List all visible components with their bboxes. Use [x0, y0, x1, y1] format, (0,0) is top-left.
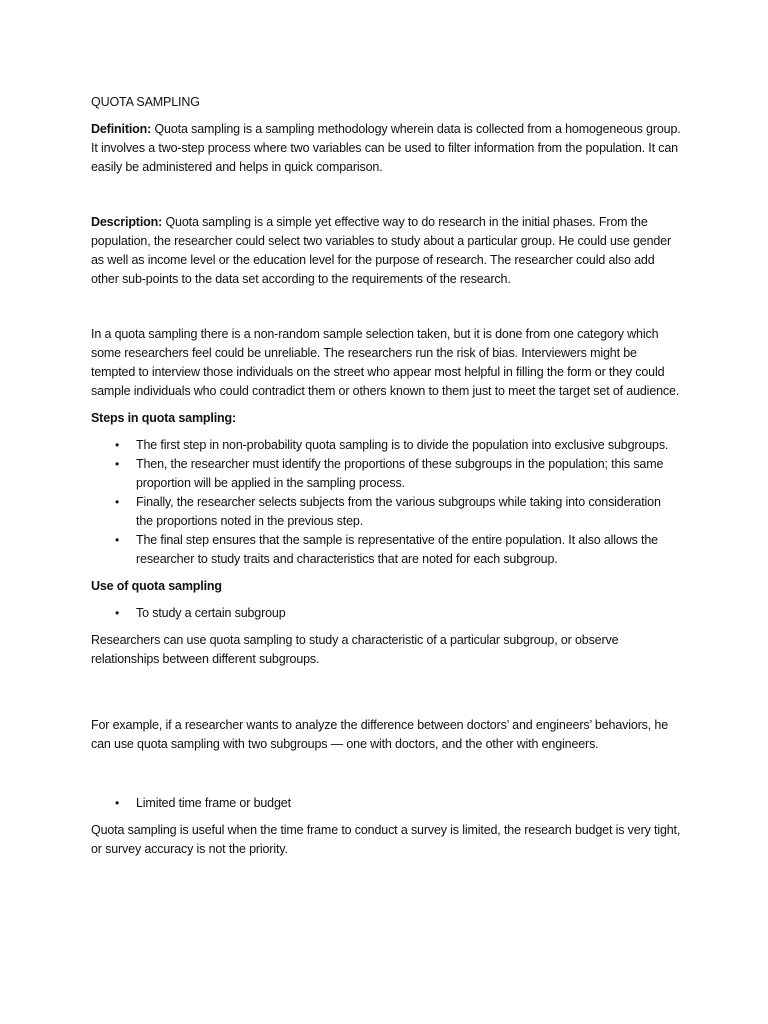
steps-heading: Steps in quota sampling:: [91, 411, 237, 425]
bullet-icon: •: [115, 457, 120, 471]
document-body: [91, 93, 681, 859]
use-paragraph-1: Researchers can use quota sampling to study a characteristic of a particular subgroup, or observe relationships between different subgroups.: [91, 633, 619, 666]
steps-list: [91, 436, 681, 569]
example-paragraph: For example, if a researcher wants to analyze the difference between doctors’ and engineers’ behaviors, he can use quota sampling with two subgroups — one with doctors, and the other with engineers.: [91, 718, 669, 751]
use-paragraph-2: Quota sampling is useful when the time frame to conduct a survey is limited, the research budget is very tight, or survey accuracy is not the priority.: [91, 823, 681, 856]
description-label: Description:: [91, 215, 163, 229]
list-item-text: To study a certain subgroup: [136, 606, 286, 620]
description-text: Quota sampling is a simple yet effective way to do research in the initial phases. From the population, the researcher could select two variables to study about a particular group. He could use gender as well as income level or the education level for the purpose of research. The researcher could also add other sub-points to the data set according to the requirements of the research.: [91, 215, 671, 286]
use-list-1: [91, 604, 681, 623]
definition-paragraph: [91, 120, 681, 177]
list-item-text: Finally, the researcher selects subjects from the various subgroups while taking into consideration the proportions noted in the previous step.: [136, 495, 661, 528]
definition-text: Quota sampling is a sampling methodology wherein data is collected from a homogeneous group. It involves a two-step process where two variables can be used to filter information from the population. It can easily be administered and helps in quick comparison.: [91, 122, 681, 174]
use-list-2: [91, 794, 681, 813]
bullet-icon: •: [115, 796, 120, 810]
list-item: [91, 794, 681, 813]
list-item: [91, 455, 681, 493]
list-item-text: The final step ensures that the sample is representative of the entire population. It also allows the researcher to study traits and characteristics that are noted for each subgroup.: [136, 533, 658, 566]
bullet-icon: •: [115, 438, 120, 452]
bullet-icon: •: [115, 495, 120, 509]
list-item: [91, 604, 681, 623]
list-item-text: Then, the researcher must identify the proportions of these subgroups in the population; this same proportion will be applied in the sampling process.: [136, 457, 664, 490]
bias-paragraph: In a quota sampling there is a non-random sample selection taken, but it is done from one category which some researchers feel could be unreliable. The researchers run the risk of bias. Interviewers might be tempted to interview those individuals on the street who appear most helpful in filling the form or they could sample individuals who could contradict them or others known to them just to meet the target set of audience.: [91, 327, 680, 398]
list-item-text: The first step in non-probability quota sampling is to divide the population into exclusive subgroups.: [136, 438, 669, 452]
definition-label: Definition:: [91, 122, 152, 136]
list-item-text: Limited time frame or budget: [136, 796, 291, 810]
document-title: QUOTA SAMPLING: [91, 95, 200, 109]
list-item: [91, 436, 681, 455]
bullet-icon: •: [115, 533, 120, 547]
description-paragraph: [91, 213, 681, 289]
list-item: [91, 531, 681, 569]
use-heading: Use of quota sampling: [91, 579, 222, 593]
list-item: [91, 493, 681, 531]
bullet-icon: •: [115, 606, 120, 620]
